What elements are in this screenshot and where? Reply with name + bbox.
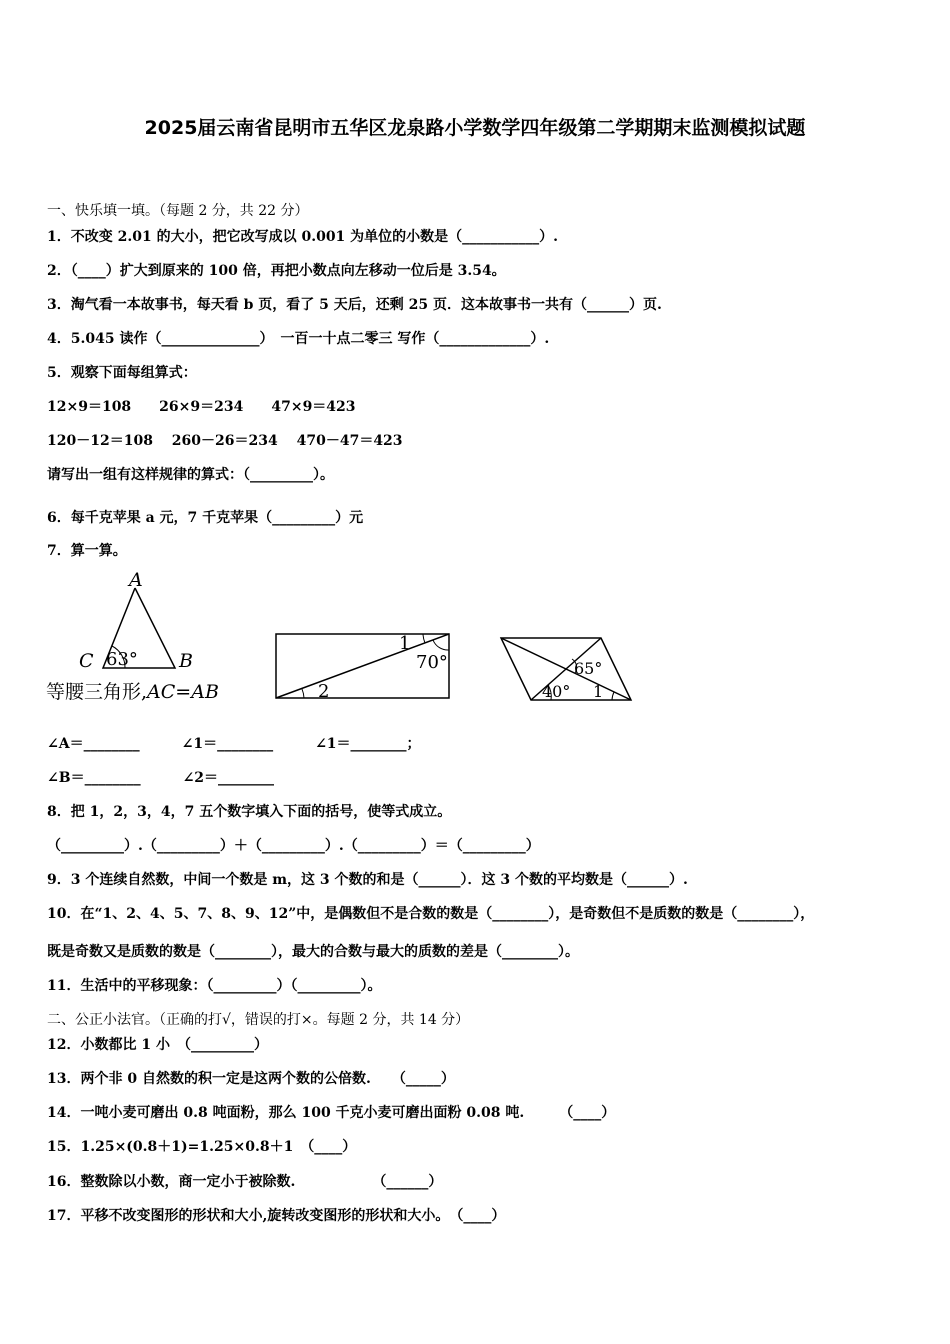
question-14: 14．一吨小麦可磨出 0.8 吨面粉，那么 100 千克小麦可磨出面粉 0.08 吨. （____） — [47, 1105, 616, 1121]
question-10-line-2: 既是奇数又是质数的数是（________），最大的合数与最大的质数的差是（________）。 — [47, 944, 579, 960]
parallelogram-label-1: 1 — [593, 682, 604, 701]
question-15: 15．1.25×(0.8＋1)=1.25×0.8＋1 （____） — [47, 1139, 357, 1155]
triangle-label-c: C — [79, 650, 94, 672]
parallelogram-figure — [498, 632, 638, 708]
question-10-line-1: 10．在“1、2、4、5、7、8、9、12”中，是偶数但不是合数的数是（________），是奇数但不是质数的数是（________）， — [47, 906, 815, 922]
triangle-label-b: B — [179, 650, 193, 672]
question-5-row-a: 12×9＝108 26×9＝234 47×9＝423 — [47, 399, 356, 415]
question-1: 1．不改变 2.01 的大小，把它改写成以 0.001 为单位的小数是（___________）. — [47, 229, 559, 245]
question-5-row-b: 120－12＝108 260－26＝234 470－47＝423 — [47, 433, 403, 449]
rectangle-label-2: 2 — [318, 681, 330, 702]
question-9: 9．3 个连续自然数，中间一个数是 m，这 3 个数的和是（______）．这 3 个数的平均数是（______）. — [47, 872, 688, 888]
question-5-prompt: 请写出一组有这样规律的算式：（_________）。 — [47, 467, 334, 483]
triangle-label-a: A — [129, 569, 143, 591]
question-12: 12．小数都比 1 小 （_________） — [47, 1037, 268, 1053]
question-5: 5．观察下面每组算式： — [47, 365, 197, 381]
triangle-angle-c: 63° — [106, 649, 138, 670]
question-8: 8．把 1，2，3，4，7 五个数字填入下面的括号，使等式成立。 — [47, 804, 452, 820]
question-13: 13．两个非 0 自然数的积一定是这两个数的公倍数. （_____） — [47, 1071, 455, 1087]
question-4: 4．5.045 读作（______________） 一百一十点二零三 写作（_____________）. — [47, 331, 550, 347]
question-2: 2．（____）扩大到原来的 100 倍，再把小数点向左移动一位后是 3.54。 — [47, 263, 506, 279]
question-7: 7．算一算。 — [47, 543, 127, 559]
question-16: 16．整数除以小数，商一定小于被除数. （______） — [47, 1174, 443, 1190]
triangle-caption-math: AC=AB — [147, 681, 219, 703]
triangle-caption-text: 等腰三角形, — [46, 681, 148, 703]
triangle-figure — [75, 568, 215, 677]
parallelogram-angle-bottom: 40° — [542, 682, 571, 701]
triangle-caption — [46, 677, 219, 704]
question-11: 11．生活中的平移现象：（_________）（_________）。 — [47, 978, 382, 994]
rectangle-label-1: 1 — [399, 633, 411, 654]
rectangle-figure — [274, 628, 454, 707]
section-2-heading: 二、公正小法官。（正确的打√，错误的打×。每题 2 分，共 14 分） — [47, 1012, 470, 1028]
parallelogram-angle-top: 65° — [574, 659, 603, 678]
question-8-blanks: （_________）.（_________）＋（_________）.（_________）＝（_________） — [47, 838, 540, 854]
page-title: 2025届云南省昆明市五华区龙泉路小学数学四年级第二学期期末监测模拟试题 — [144, 117, 806, 139]
question-17: 17．平移不改变图形的形状和大小,旋转改变图形的形状和大小。 （____） — [47, 1208, 506, 1224]
question-7-answers-row-1: ∠A＝________ ∠1＝________ ∠1＝________； — [47, 736, 421, 752]
question-7-answers-row-2: ∠B＝________ ∠2＝________ — [47, 770, 275, 786]
section-1-heading: 一、快乐填一填。（每题 2 分，共 22 分） — [47, 203, 309, 219]
rectangle-angle: 70° — [416, 652, 448, 673]
question-3: 3．淘气看一本故事书，每天看 b 页，看了 5 天后，还剩 25 页．这本故事书一共有（______）页. — [47, 297, 662, 313]
question-6: 6．每千克苹果 a 元，7 千克苹果（_________）元 — [47, 510, 364, 526]
